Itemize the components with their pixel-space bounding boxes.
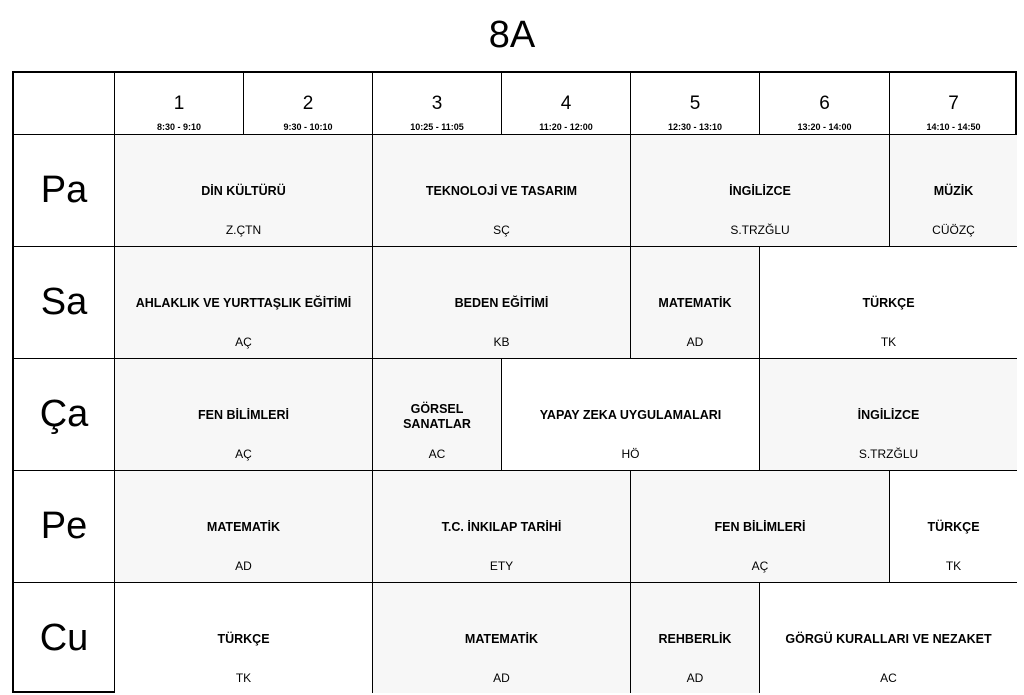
period-number: 7 <box>948 93 959 114</box>
lesson-cell <box>373 583 631 693</box>
lesson-teacher: KB <box>493 335 510 349</box>
lesson-cell <box>115 359 373 471</box>
period-number: 6 <box>819 93 830 114</box>
lesson-subject: MATEMATİK <box>658 295 732 310</box>
lesson-cell <box>760 583 1017 693</box>
lesson-teacher: AD <box>686 671 704 685</box>
lesson-cell <box>760 247 1017 359</box>
day-label-tuesday: Sa <box>14 247 115 359</box>
period-header-2 <box>244 73 373 135</box>
lesson-subject: YAPAY ZEKA UYGULAMALARI <box>539 407 722 422</box>
period-time: 11:20 - 12:00 <box>539 122 593 132</box>
day-label-wednesday: Ça <box>14 359 115 471</box>
lesson-teacher: AD <box>493 671 510 685</box>
day-label-friday: Cu <box>14 583 115 693</box>
lesson-subject: T.C. İNKILAP TARİHİ <box>441 519 562 534</box>
lesson-subject: TÜRKÇE <box>862 295 915 310</box>
lesson-subject: TEKNOLOJİ VE TASARIM <box>425 183 578 198</box>
lesson-teacher: S.TRZĞLU <box>858 447 919 461</box>
period-number: 4 <box>560 93 572 114</box>
lesson-subject: MÜZİK <box>933 183 974 198</box>
lesson-subject: TÜRKÇE <box>927 519 980 534</box>
lesson-subject: REHBERLİK <box>658 631 732 646</box>
lesson-cell <box>373 135 631 247</box>
lesson-cell <box>631 471 890 583</box>
period-time: 14:10 - 14:50 <box>926 122 981 132</box>
lesson-cell <box>115 583 373 693</box>
timetable-grid <box>12 71 1017 693</box>
period-header-5 <box>631 73 760 135</box>
lesson-cell <box>631 135 890 247</box>
period-header-4 <box>502 73 631 135</box>
period-time: 9:30 - 10:10 <box>283 122 333 132</box>
lesson-cell <box>115 135 373 247</box>
lesson-cell <box>373 359 502 471</box>
lesson-teacher: AD <box>235 559 252 573</box>
period-number: 1 <box>173 93 185 114</box>
lesson-teacher: AC <box>880 671 897 685</box>
period-time: 13:20 - 14:00 <box>797 122 852 132</box>
lesson-teacher: AD <box>686 335 704 349</box>
lesson-subject: GÖRGÜ KURALLARI VE NEZAKET <box>785 631 992 646</box>
period-number: 2 <box>302 93 314 114</box>
lesson-teacher: S.TRZĞLU <box>730 223 790 237</box>
lesson-cell <box>373 471 631 583</box>
day-label-thursday: Pe <box>14 471 115 583</box>
lesson-teacher: AÇ <box>751 559 769 573</box>
lesson-teacher: SÇ <box>493 223 510 237</box>
period-header-1 <box>115 73 244 135</box>
period-time: 10:25 - 11:05 <box>410 122 464 132</box>
day-label-monday: Pa <box>14 135 115 247</box>
lesson-subject: DİN KÜLTÜRÜ <box>201 183 286 198</box>
lesson-cell <box>115 471 373 583</box>
lesson-cell <box>373 247 631 359</box>
lesson-subject: İNGİLİZCE <box>857 407 920 422</box>
lesson-teacher: TK <box>235 671 252 685</box>
lesson-teacher: TK <box>880 335 897 349</box>
lesson-cell <box>760 359 1017 471</box>
lesson-cell <box>631 247 760 359</box>
corner-cell <box>14 73 115 135</box>
lesson-cell <box>890 471 1017 583</box>
lesson-teacher: TK <box>945 559 962 573</box>
period-header-7 <box>890 73 1017 135</box>
lesson-teacher: HÖ <box>621 447 640 461</box>
lesson-subject: TÜRKÇE <box>217 631 270 646</box>
period-number: 5 <box>689 93 701 114</box>
lesson-teacher: AÇ <box>235 335 252 349</box>
lesson-teacher: CÜÖZÇ <box>932 223 975 237</box>
lesson-teacher: ETY <box>489 559 514 573</box>
period-time: 8:30 - 9:10 <box>156 122 202 132</box>
lesson-cell <box>631 583 760 693</box>
lesson-teacher: AÇ <box>235 447 252 461</box>
lesson-subject: AHLAKLIK VE YURTTAŞLIK EĞİTİMİ <box>135 295 352 310</box>
lesson-cell <box>502 359 760 471</box>
page-title: 8A <box>488 14 536 56</box>
lesson-subject: FEN BİLİMLERİ <box>198 407 289 422</box>
lesson-subject: MATEMATİK <box>206 519 281 534</box>
lesson-subject: FEN BİLİMLERİ <box>714 519 806 534</box>
lesson-subject: GÖRSEL SANATLAR <box>403 402 471 431</box>
lesson-cell <box>115 247 373 359</box>
period-number: 3 <box>431 93 443 114</box>
lesson-cell <box>890 135 1017 247</box>
lesson-teacher: Z.ÇTN <box>225 223 262 237</box>
lesson-subject: BEDEN EĞİTİMİ <box>454 295 549 310</box>
period-header-6 <box>760 73 890 135</box>
period-time: 12:30 - 13:10 <box>667 122 723 132</box>
lesson-subject: İNGİLİZCE <box>729 183 791 198</box>
lesson-subject: MATEMATİK <box>464 631 539 646</box>
lesson-teacher: AC <box>428 447 446 461</box>
period-header-3 <box>373 73 502 135</box>
